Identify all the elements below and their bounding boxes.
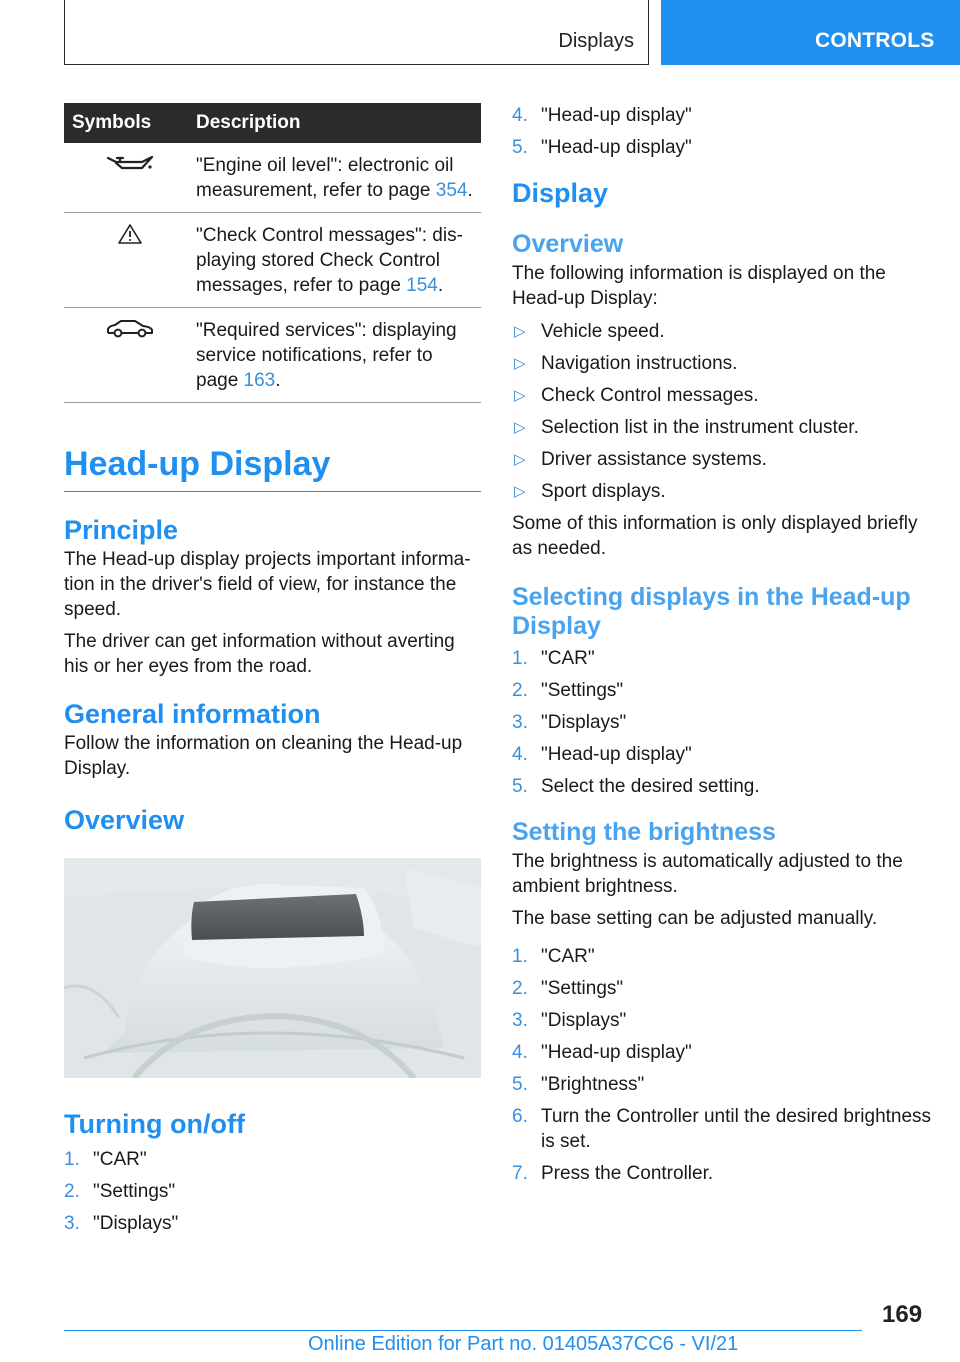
table-cell-description: "Engine oil level": electronic oil measurement, refer to page 354. [196,143,481,213]
car-service-icon [105,318,155,340]
brightness-text-2: The base setting can be adjusted manually. [512,908,878,929]
list-item: 5. "Head-up display" [512,137,692,158]
list-item: ▷ Selection list in the instrument cluster. [514,417,859,438]
list-item: 1. "CAR" [512,648,595,669]
table-cell-description: "Check Control messages": displaying stored Check Control messages, refer to page 154. [196,213,481,308]
list-item: 2. "Settings" [512,680,624,701]
page-link-163[interactable]: 163 [243,370,276,391]
brightness-text-1: The brightness is automatically adjusted to the ambient brightness. [512,851,903,897]
list-item: 4. "Head-up display" [512,1042,692,1063]
table-header-symbols: Symbols [64,103,196,143]
table-row [64,308,481,403]
overview-heading-right: Overview [512,230,624,258]
list-item: 4. "Head-up display" [512,105,692,126]
list-item: 3. "Displays" [512,1010,627,1031]
list-item: 5. Select the desired setting. [512,776,760,797]
overview-text: The following information is displayed on the Head-up Display: [512,263,886,309]
table-row [64,143,481,213]
page-link-154[interactable]: 154 [406,275,438,296]
list-item: 5. "Brightness" [512,1074,645,1095]
table-row [64,213,481,308]
overview-text-2: Some of this information is only displayed briefly as needed. [512,513,918,559]
header-section-box [64,0,649,65]
head-up-display-photo [64,858,481,1078]
list-item: 3. "Displays" [64,1213,179,1234]
symbols-table [64,103,481,403]
table-cell-symbol [64,308,196,403]
list-item: 2. "Settings" [512,978,624,999]
list-item: 1. "CAR" [512,946,595,967]
page-number: 169 [882,1301,923,1328]
table-header-description: Description [196,103,481,143]
general-information-text: Follow the information on cleaning the Head-up Display. [64,733,463,779]
footer-edition-text: Online Edition for Part no. 01405A37CC6 - VI/21 [308,1333,739,1355]
display-heading: Display [512,178,609,208]
page-title: Head-up Display [64,445,331,483]
list-item: ▷ Vehicle speed. [514,321,665,342]
list-item: ▷ Driver assistance systems. [514,449,767,470]
table-cell-symbol [64,143,196,213]
page-link-354[interactable]: 354 [435,180,468,201]
list-item: 6. Turn the Controller until the desired brightness is set. [512,1106,932,1152]
list-item: 4. "Head-up display" [512,744,692,765]
header-chapter-title: CONTROLS [815,29,935,52]
list-item: ▷ Check Control messages. [514,385,759,406]
turning-steps-list [64,1147,481,1236]
oil-can-icon [106,153,154,175]
table-cell-description: "Required services": displaying service notifications, refer to page 163. [196,308,481,403]
principle-heading: Principle [64,515,179,545]
left-column [64,103,481,1243]
dashboard-illustration [64,858,481,1078]
overview-heading-left: Overview [64,805,185,835]
general-information-heading: General information [64,699,321,729]
footer-rule [64,1330,862,1331]
header-chapter-tab [661,0,960,65]
list-item: 2. "Settings" [64,1181,176,1202]
principle-text-2: The driver can get information without averting his or her eyes from the road. [64,631,455,677]
list-item: 1. "CAR" [64,1149,147,1170]
principle-text-1: The Head-up display projects important information in the driver's field of view, for instance the speed. [64,549,471,620]
list-item: 7. Press the Controller. [512,1163,714,1184]
selecting-displays-heading: Selecting displays in the Head-up Display [512,583,911,640]
brightness-steps-list [512,944,932,1186]
turning-on-off-heading: Turning on/off [64,1109,245,1139]
selecting-steps-list [512,646,932,799]
list-item: ▷ Sport displays. [514,481,666,502]
list-item: 3. "Displays" [512,712,627,733]
header-section-title: Displays [558,30,634,52]
title-rule [64,491,481,492]
symbols-table-header [64,103,481,143]
displayed-info-list [512,319,932,504]
table-cell-symbol [64,213,196,308]
list-item: ▷ Navigation instructions. [514,353,738,374]
warning-triangle-icon [117,223,143,245]
right-column [512,103,932,1193]
turning-steps-continued-list [512,103,932,160]
brightness-heading: Setting the brightness [512,818,776,846]
